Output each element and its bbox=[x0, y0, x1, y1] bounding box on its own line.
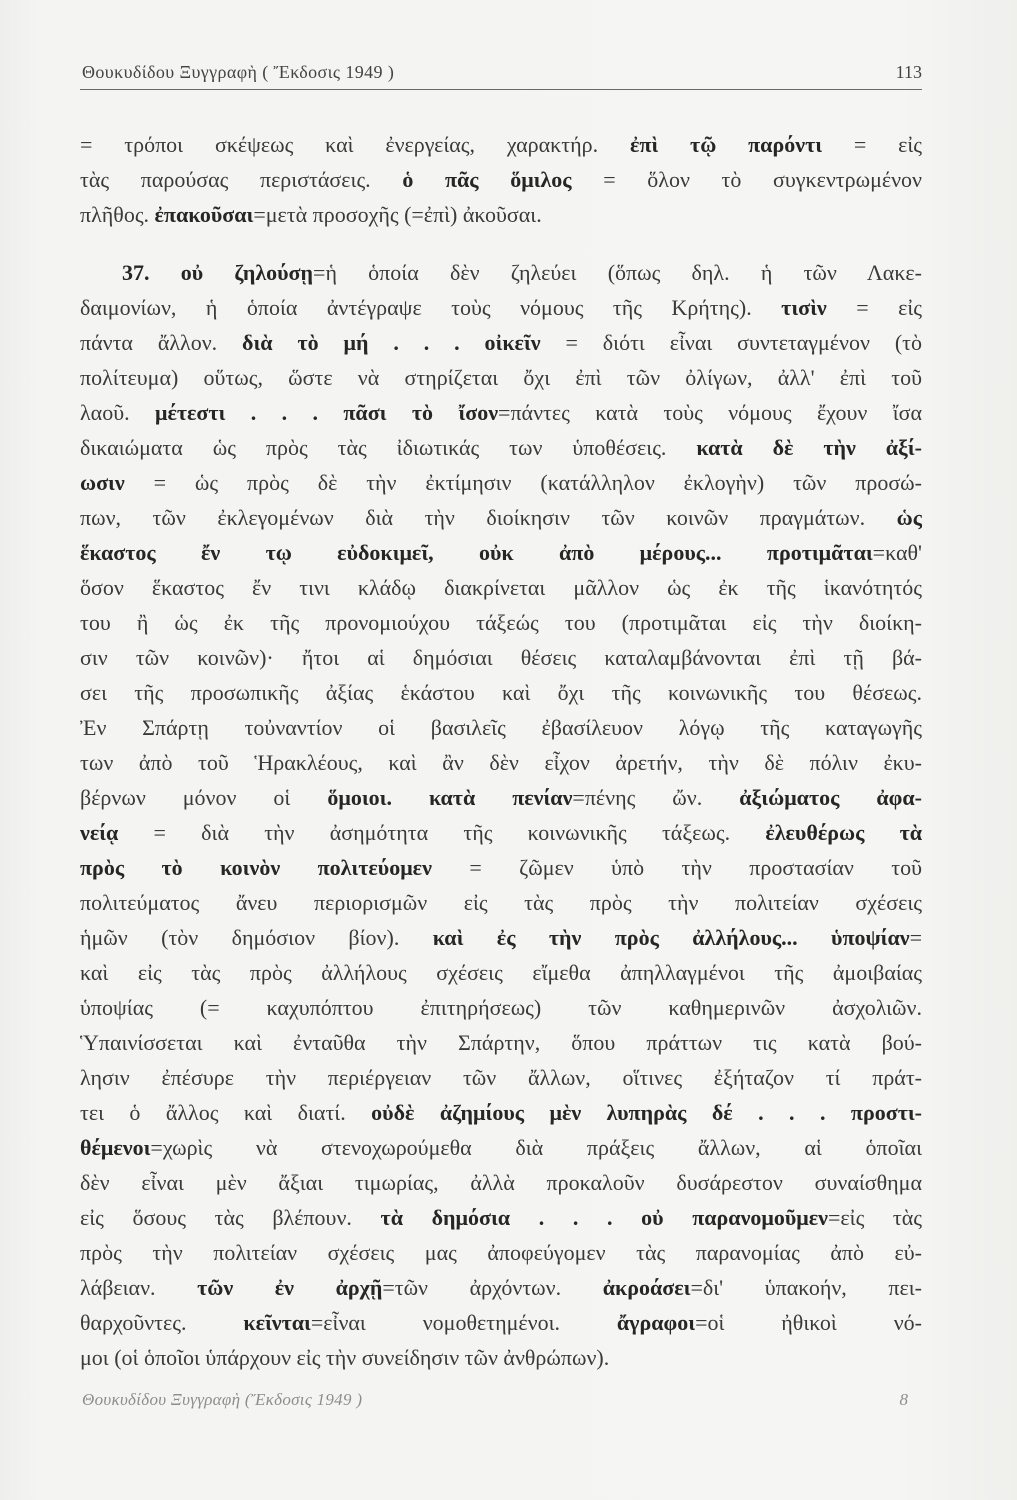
bold-term: κεῖνται bbox=[243, 1310, 311, 1335]
text-run: πολίτευμα) οὕτως, ὥστε νὰ στηρίζεται ὄχι ἐπὶ τῶν ὀλίγων, ἀλλ' ἐπὶ τοῦ bbox=[80, 365, 922, 390]
text-run: ὑποψίας (= καχυπόπτου ἐπιτηρήσεως) τῶν καθημερινῶν ἀσχολιῶν. bbox=[80, 995, 922, 1020]
text-line bbox=[80, 570, 922, 605]
bold-term: ἕκαστος ἔν τῳ εὐδοκιμεῖ, οὐκ ἀπὸ μέρους... προτιμᾶται bbox=[80, 540, 873, 565]
text-line bbox=[80, 1095, 922, 1130]
text-line bbox=[80, 325, 922, 360]
text-run: λάβειαν. bbox=[80, 1275, 198, 1300]
text-run: σιν τῶν κοινῶν)· ἤτοι αἱ δημόσιαι θέσεις καταλαμβάνονται ἐπὶ τῇ βά- bbox=[80, 645, 922, 670]
text-line bbox=[80, 640, 922, 675]
header-rule bbox=[80, 89, 922, 90]
text-run: βέρνων μόνον οἱ bbox=[80, 785, 328, 810]
text-line bbox=[80, 127, 922, 162]
text-run: = ὡς πρὸς δὲ τὴν ἐκτίμησιν (κατάλληλον ἐκλογὴν) τῶν προσώ- bbox=[124, 470, 922, 495]
text-run: σει τῆς προσωπικῆς ἀξίας ἑκάστου καὶ ὄχι τῆς κοινωνικῆς του θέσεως. bbox=[80, 680, 922, 705]
text-run: = ζῶμεν ὑπὸ τὴν προστασίαν τοῦ bbox=[431, 855, 922, 880]
bold-term: θέμενοι bbox=[80, 1135, 151, 1160]
text-run: του ἢ ὡς ἐκ τῆς προνομιούχου τάξεώς του (προτιμᾶται εἰς τὴν διοίκη- bbox=[80, 610, 922, 635]
paragraph bbox=[80, 255, 922, 1375]
text-line bbox=[80, 850, 922, 885]
text-line bbox=[80, 1340, 922, 1375]
paragraph bbox=[80, 127, 922, 232]
bold-term: ὁ πᾶς ὅμιλος bbox=[402, 167, 572, 192]
bold-term: 37. οὐ ζηλούσῃ bbox=[122, 260, 314, 285]
bold-term: ἐπὶ τῷ παρόντι bbox=[629, 132, 823, 157]
bold-term: ωσιν bbox=[80, 470, 125, 495]
bold-term: τῶν ἐν ἀρχῇ bbox=[197, 1275, 383, 1300]
footer-title: Θουκυδίδου Ξυγγραφὴ (Ἔκδοσις 1949 ) bbox=[82, 1390, 363, 1409]
text-line bbox=[80, 465, 922, 500]
text-line bbox=[80, 885, 922, 920]
text-line bbox=[80, 360, 922, 395]
text-run: μοι (οἱ ὁποῖοι ὑπάρχουν εἰς τὴν συνείδησιν τῶν ἀνθρώπων). bbox=[80, 1345, 610, 1370]
text-run: =οἱ ἠθικοὶ νό- bbox=[695, 1310, 922, 1335]
text-run: λαοῦ. bbox=[80, 400, 155, 425]
text-run: τὰς παρούσας περιστάσεις. bbox=[80, 167, 403, 192]
text-run: ὅσον ἕκαστος ἔν τινι κλάδῳ διακρίνεται μᾶλλον ὡς ἐκ τῆς ἱκανότητός bbox=[80, 575, 922, 600]
text-run: θαρχοῦντες. bbox=[80, 1310, 244, 1335]
text-run: πων, τῶν ἐκλεγομένων διὰ τὴν διοίκησιν τῶν κοινῶν πραγμάτων. bbox=[80, 505, 897, 530]
text-run: = τρόποι σκέψεως καὶ ἐνεργείας, χαρακτήρ. bbox=[80, 132, 630, 157]
bold-term: τὰ δημόσια . . . οὐ παρανομοῦμεν bbox=[380, 1205, 828, 1230]
text-line bbox=[80, 1025, 922, 1060]
text-line bbox=[80, 500, 922, 535]
text-run: δὲν εἶναι μὲν ἄξιαι τιμωρίας, ἀλλὰ προκαλοῦν δυσάρεστον συναίσθημα bbox=[80, 1170, 922, 1195]
text-run: Ἐν Σπάρτῃ τοὐναντίον οἱ βασιλεῖς ἐβασίλευον λόγῳ τῆς καταγωγῆς bbox=[80, 715, 922, 740]
text-line bbox=[80, 1060, 922, 1095]
text-line bbox=[80, 255, 922, 290]
text-line bbox=[80, 780, 922, 815]
text-run: πολιτεύματος ἄνευ περιορισμῶν εἰς τὰς πρὸς τὴν πολιτείαν σχέσεις bbox=[80, 890, 922, 915]
text-run: =εἶναι νομοθετημένοι. bbox=[310, 1310, 617, 1335]
text-line bbox=[80, 197, 922, 232]
bold-term: ὅμοιοι. κατὰ πενίαν bbox=[327, 785, 573, 810]
text-run: ἡμῶν (τὸν δημόσιον βίον). bbox=[80, 925, 433, 950]
text-line bbox=[80, 815, 922, 850]
text-run: = εἰς bbox=[826, 295, 922, 320]
running-header bbox=[80, 60, 922, 90]
bold-term: κατὰ δὲ τὴν ἀξί- bbox=[696, 435, 922, 460]
text-line bbox=[80, 395, 922, 430]
running-footer bbox=[80, 1390, 922, 1416]
text-run: Ὑπαινίσσεται καὶ ἐνταῦθα τὴν Σπάρτην, ὅπου πράττων τις κατὰ βού- bbox=[80, 1030, 922, 1055]
text-line bbox=[80, 290, 922, 325]
text-run: = διότι εἶναι συντεταγμένον (τὸ bbox=[540, 330, 922, 355]
header-title: Θουκυδίδου Ξυγγραφὴ ( Ἔκδοσις 1949 ) bbox=[82, 62, 395, 82]
text-line bbox=[80, 1130, 922, 1165]
bold-term: τισὶν bbox=[781, 295, 827, 320]
text-run: = διὰ τὴν ἀσημότητα τῆς κοινωνικῆς τάξεως. bbox=[118, 820, 766, 845]
text-run: =ἡ ὁποία δὲν ζηλεύει (ὅπως δηλ. ἡ τῶν Λακε- bbox=[313, 260, 922, 285]
text-run: δαιμονίων, ἡ ὁποία ἀντέγραψε τοὺς νόμους τῆς Κρήτης). bbox=[80, 295, 782, 320]
bold-term: ἐπακοῦσαι bbox=[154, 202, 254, 227]
text-line bbox=[80, 920, 922, 955]
text-line bbox=[80, 162, 922, 197]
body-text bbox=[80, 127, 922, 1375]
text-line bbox=[80, 1200, 922, 1235]
text-run: πλῆθος. bbox=[80, 202, 155, 227]
text-run: = bbox=[909, 925, 922, 950]
text-run: =καθ' bbox=[872, 540, 922, 565]
bold-term: ἐλευθέρως τὰ bbox=[765, 820, 922, 845]
text-line bbox=[80, 1235, 922, 1270]
bold-term: ἀξιώματος ἀφα- bbox=[739, 785, 922, 810]
text-line bbox=[80, 535, 922, 570]
text-run: πάντα ἄλλον. bbox=[80, 330, 243, 355]
text-run: τει ὁ ἄλλος καὶ διατί. bbox=[80, 1100, 372, 1125]
bold-term: οὐδὲ ἀζημίους μὲν λυπηρὰς δέ . . . προστι- bbox=[371, 1100, 922, 1125]
text-run: δικαιώματα ὡς πρὸς τὰς ἰδιωτικάς των ὑποθέσεις. bbox=[80, 435, 697, 460]
bold-term: ὡς bbox=[896, 505, 922, 530]
text-run: =πένης ὤν. bbox=[572, 785, 740, 810]
text-run: =μετὰ προσοχῆς (=ἐπὶ) ἀκοῦσαι. bbox=[253, 202, 542, 227]
bold-term: ἀκροάσει bbox=[602, 1275, 691, 1300]
text-run: των ἀπὸ τοῦ Ἡρακλέους, καὶ ἂν δὲν εἶχον ἀρετήν, τὴν δὲ πόλιν ἐκυ- bbox=[80, 750, 922, 775]
text-run: =τῶν ἀρχόντων. bbox=[382, 1275, 603, 1300]
text-line bbox=[80, 955, 922, 990]
text-run: πρὸς τὴν πολιτείαν σχέσεις μας ἀποφεύγομεν τὰς παρανομίας ἀπὸ εὐ- bbox=[80, 1240, 922, 1265]
signature-number: 8 bbox=[899, 1390, 908, 1409]
text-line bbox=[80, 1270, 922, 1305]
page-number: 113 bbox=[895, 62, 922, 82]
text-line bbox=[80, 675, 922, 710]
text-line bbox=[80, 745, 922, 780]
bold-term: ἄγραφοι bbox=[616, 1310, 696, 1335]
text-run: καὶ εἰς τὰς πρὸς ἀλλήλους σχέσεις εἴμεθα ἀπηλλαγμένοι τῆς ἀμοιβαίας bbox=[80, 960, 922, 985]
bold-term: νείᾳ bbox=[80, 820, 119, 845]
bold-term: μέτεστι . . . πᾶσι τὸ ἴσον bbox=[154, 400, 499, 425]
text-run: εἰς ὅσους τὰς βλέπουν. bbox=[80, 1205, 381, 1230]
text-run: =χωρὶς νὰ στενοχωρούμεθα διὰ πράξεις ἄλλων, αἱ ὁποῖαι bbox=[150, 1135, 922, 1160]
bold-term: διὰ τὸ μή . . . οἰκεῖν bbox=[242, 330, 541, 355]
bold-term: πρὸς τὸ κοινὸν πολιτεύομεν bbox=[80, 855, 432, 880]
text-line bbox=[80, 1305, 922, 1340]
text-run: =δι' ὑπακοήν, πει- bbox=[690, 1275, 922, 1300]
bold-term: καὶ ἐς τὴν πρὸς ἀλλήλους... ὑποψίαν bbox=[432, 925, 910, 950]
text-run: =πάντες κατὰ τοὺς νόμους ἔχουν ἴσα bbox=[498, 400, 922, 425]
text-run: = ὅλον τὸ συγκεντρωμένον bbox=[571, 167, 922, 192]
text-line bbox=[80, 1165, 922, 1200]
text-line bbox=[80, 430, 922, 465]
text-run: =εἰς τὰς bbox=[828, 1205, 922, 1230]
text-line bbox=[80, 710, 922, 745]
text-run: = εἰς bbox=[822, 132, 922, 157]
text-line bbox=[80, 605, 922, 640]
text-run: λησιν ἐπέσυρε τὴν περιέργειαν τῶν ἄλλων, οἵτινες ἐξήταζον τί πράτ- bbox=[80, 1065, 922, 1090]
text-line bbox=[80, 990, 922, 1025]
